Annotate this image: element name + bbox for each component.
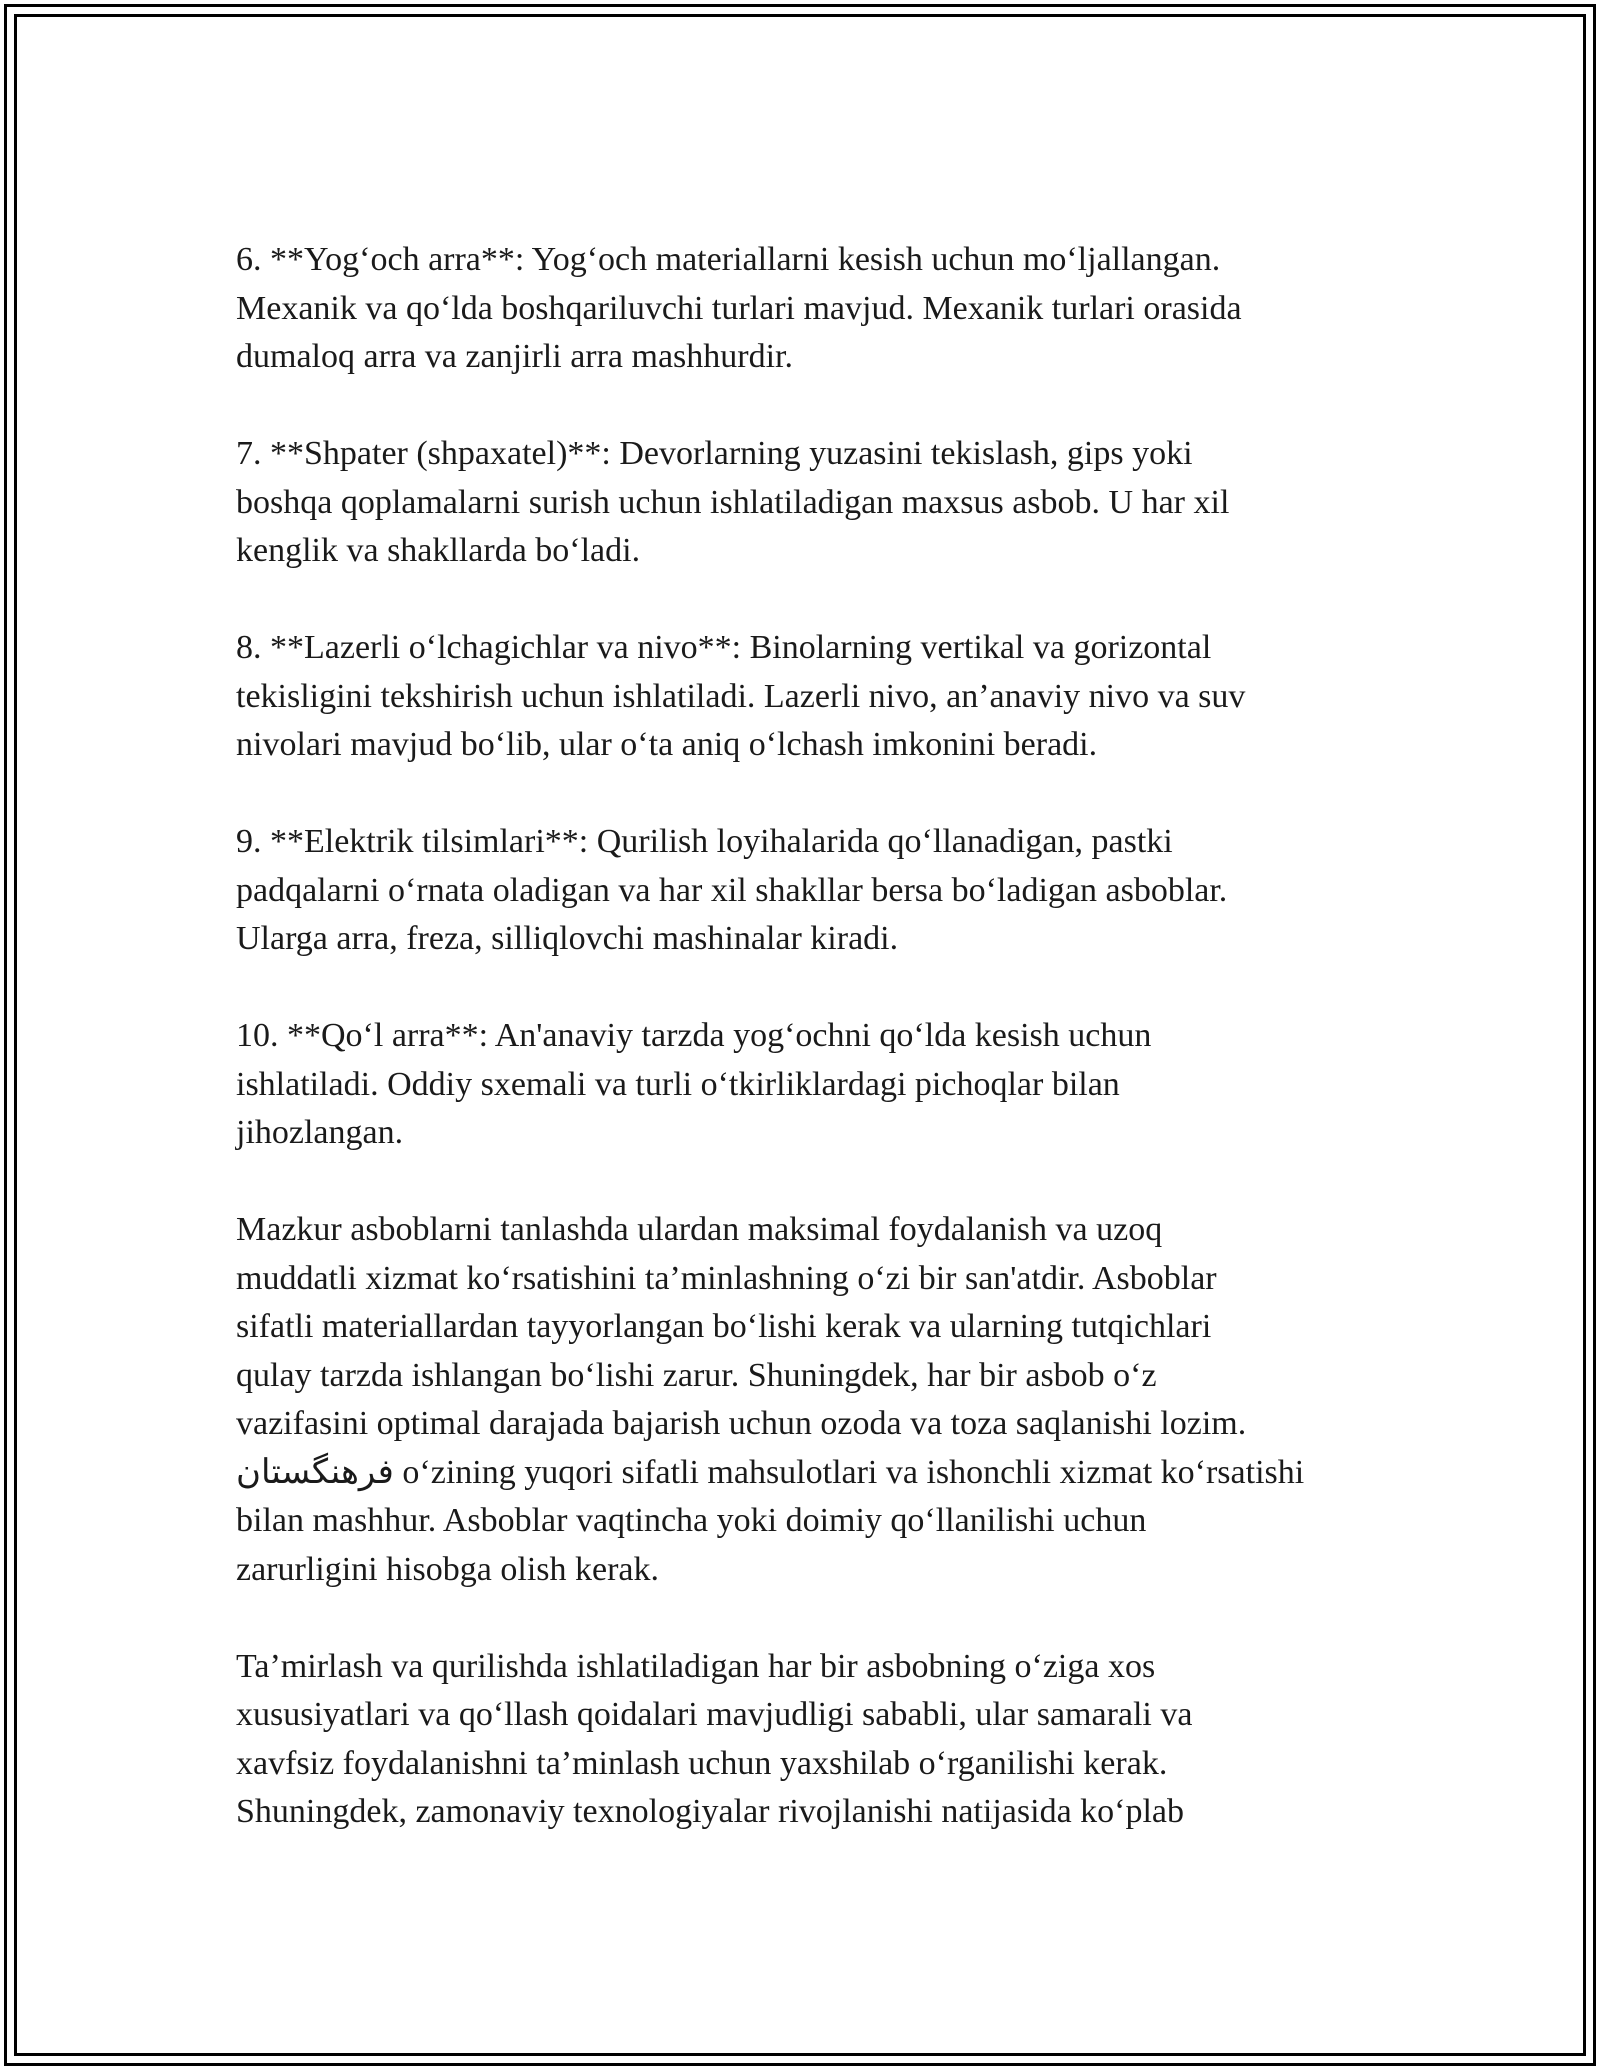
paragraph-item-7: 7. **Shpater (shpaxatel)**: Devorlarning yuzasini tekislash, gips yoki boshqa qoplamalarni surish uchun ishlatiladigan maxsus asbob. U har xil kenglik va shakllarda bo‘ladi. — [236, 435, 1230, 569]
paragraph-item-10: 10. **Qo‘l arra**: An'anaviy tarzda yog‘ochni qo‘lda kesish uchun ishlatiladi. Oddiy sxemali va turli o‘tkirliklardagi pichoqlar bilan jihozlangan. — [236, 1017, 1152, 1151]
paragraph-tool-selection: Mazkur asboblarni tanlashda ulardan maksimal foydalanish va uzoq muddatli xizmat ko‘rsatishini ta’minlashning o‘zi bir san'atdir. Asboblar sifatli materiallardan tayyorlangan bo‘lishi kerak va ularning tutqichlari qulay tarzda ishlangan bo‘lishi zarur. Shuningdek, har bir asbob o‘z vazifasini optimal darajada bajarish uchun ozoda va toza saqlanishi lozim. فرهنگستان o‘zining yuqori sifatli mahsulotlari va ishonchli xizmat ko‘rsatishi bilan mashhur. Asboblar vaqtincha yoki doimiy qo‘llanilishi uchun zarurligini hisobga olish kerak. — [236, 1211, 1305, 1588]
paragraph-item-8: 8. **Lazerli o‘lchagichlar va nivo**: Binolarning vertikal va gorizontal tekisligini tekshirish uchun ishlatiladi. Lazerli nivo, an’anaviy nivo va suv nivolari mavjud bo‘lib, ular o‘ta aniq o‘lchash imkonini beradi. — [236, 629, 1246, 763]
paragraph-repair-construction: Ta’mirlash va qurilishda ishlatiladigan har bir asbobning o‘ziga xos xususiyatlari va qo‘llash qoidalari mavjudligi sababli, ular samarali va xavfsiz foydalanishni ta’minlash uchun yaxshilab o‘rganilishi kerak. Shuningdek, zamonaviy texnologiyalar rivojlanishi natijasida ko‘plab — [236, 1647, 1193, 1830]
paragraph-item-6: 6. **Yog‘och arra**: Yog‘och materiallarni kesish uchun mo‘ljallangan. Mexanik va qo‘lda boshqariluvchi turlari mavjud. Mexanik turlari orasida dumaloq arra va zanjirli arra mashhurdir. — [236, 241, 1242, 375]
document-body — [236, 236, 1396, 1837]
paragraph-item-9: 9. **Elektrik tilsimlari**: Qurilish loyihalarida qo‘llanadigan, pastki padqalarni o‘rnata oladigan va har xil shakllar bersa bo‘ladigan asboblar. Ularga arra, freza, silliqlovchi mashinalar kiradi. — [236, 823, 1228, 957]
